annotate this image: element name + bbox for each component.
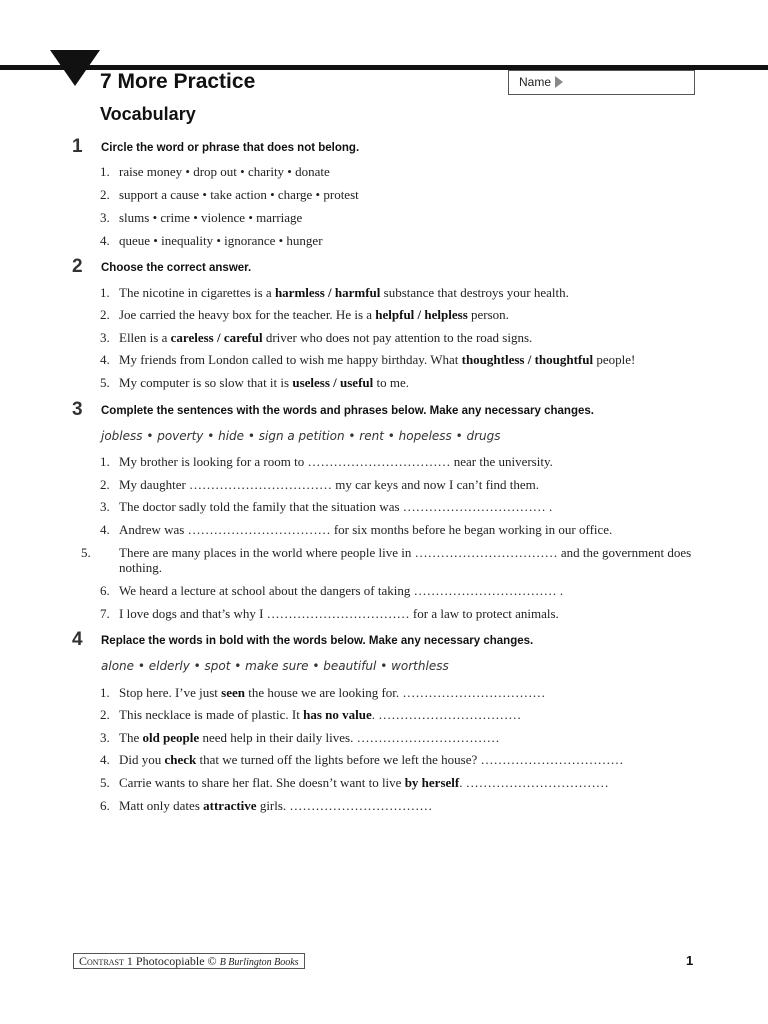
triangle-marker-icon bbox=[50, 50, 100, 86]
section-title: Vocabulary bbox=[100, 104, 196, 124]
exercise-item: 3. The old people need help in their daily lives. …………………………… bbox=[100, 730, 500, 745]
exercise-item: 4. queue • inequality • ignorance • hunger bbox=[100, 233, 323, 248]
exercise-item: 1. raise money • drop out • charity • donate bbox=[100, 164, 330, 179]
exercise-item: 6. We heard a lecture at school about the dangers of taking …………………………… . bbox=[100, 583, 564, 598]
exercise-instruction: Circle the word or phrase that does not belong. bbox=[101, 142, 360, 154]
exercise-item: 2. My daughter …………………………… my car keys and now I can’t find them. bbox=[100, 477, 540, 492]
word-bank: alone • elderly • spot • make sure • beautiful • worthless bbox=[101, 659, 449, 673]
exercise-number: 2 bbox=[72, 256, 83, 277]
arrow-right-icon bbox=[555, 76, 563, 88]
exercise-item: 6. Matt only dates attractive girls. …………………………… bbox=[100, 798, 433, 813]
exercise-item: 7. I love dogs and that’s why I …………………………… for a law to protect animals. bbox=[100, 606, 559, 621]
exercise-number: 4 bbox=[72, 629, 83, 650]
word-bank: jobless • poverty • hide • sign a petition • rent • hopeless • drugs bbox=[101, 429, 501, 443]
exercise-item: 5. Carrie wants to share her flat. She doesn’t want to live by herself. …………………………… bbox=[100, 775, 609, 790]
exercise-item: 2. support a cause • take action • charge • protest bbox=[100, 187, 359, 202]
page-number: 1 bbox=[686, 953, 694, 968]
exercise-item: 5. There are many places in the world where people live in …………………………… and the government does nothing. bbox=[81, 545, 692, 575]
exercise-item: 4. My friends from London called to wish me happy birthday. What thoughtless / thoughtful people! bbox=[100, 352, 636, 367]
footer-credit: Contrast 1 Photocopiable © B Burlington Books bbox=[73, 953, 305, 969]
name-field[interactable] bbox=[508, 70, 695, 95]
exercise-item: 2. This necklace is made of plastic. It has no value. …………………………… bbox=[100, 707, 522, 722]
exercise-instruction: Choose the correct answer. bbox=[101, 262, 252, 274]
exercise-item: 3. The doctor sadly told the family that the situation was …………………………… . bbox=[100, 499, 553, 514]
exercise-item: 4. Did you check that we turned off the lights before we left the house? …………………………… bbox=[100, 752, 624, 767]
exercise-item: 5. My computer is so slow that it is useless / useful to me. bbox=[100, 375, 409, 390]
exercise-item: 1. The nicotine in cigarettes is a harmless / harmful substance that destroys your health. bbox=[100, 285, 569, 300]
exercise-item: 1. My brother is looking for a room to …………………………… near the university. bbox=[100, 454, 553, 469]
exercise-item: 4. Andrew was …………………………… for six months before he began working in our office. bbox=[100, 522, 613, 537]
exercise-number: 3 bbox=[72, 399, 83, 420]
name-label: Name bbox=[519, 75, 552, 89]
exercise-instruction: Complete the sentences with the words and phrases below. Make any necessary changes. bbox=[101, 405, 594, 417]
exercise-item: 3. Ellen is a careless / careful driver who does not pay attention to the road signs. bbox=[100, 330, 533, 345]
exercise-number: 1 bbox=[72, 136, 83, 157]
page-title: 7 More Practice bbox=[100, 70, 256, 93]
exercise-instruction: Replace the words in bold with the words below. Make any necessary changes. bbox=[101, 635, 534, 647]
exercise-item: 2. Joe carried the heavy box for the teacher. He is a helpful / helpless person. bbox=[100, 307, 509, 322]
exercise-item: 1. Stop here. I’ve just seen the house we are looking for. …………………………… bbox=[100, 685, 546, 700]
exercise-item: 3. slums • crime • violence • marriage bbox=[100, 210, 303, 225]
